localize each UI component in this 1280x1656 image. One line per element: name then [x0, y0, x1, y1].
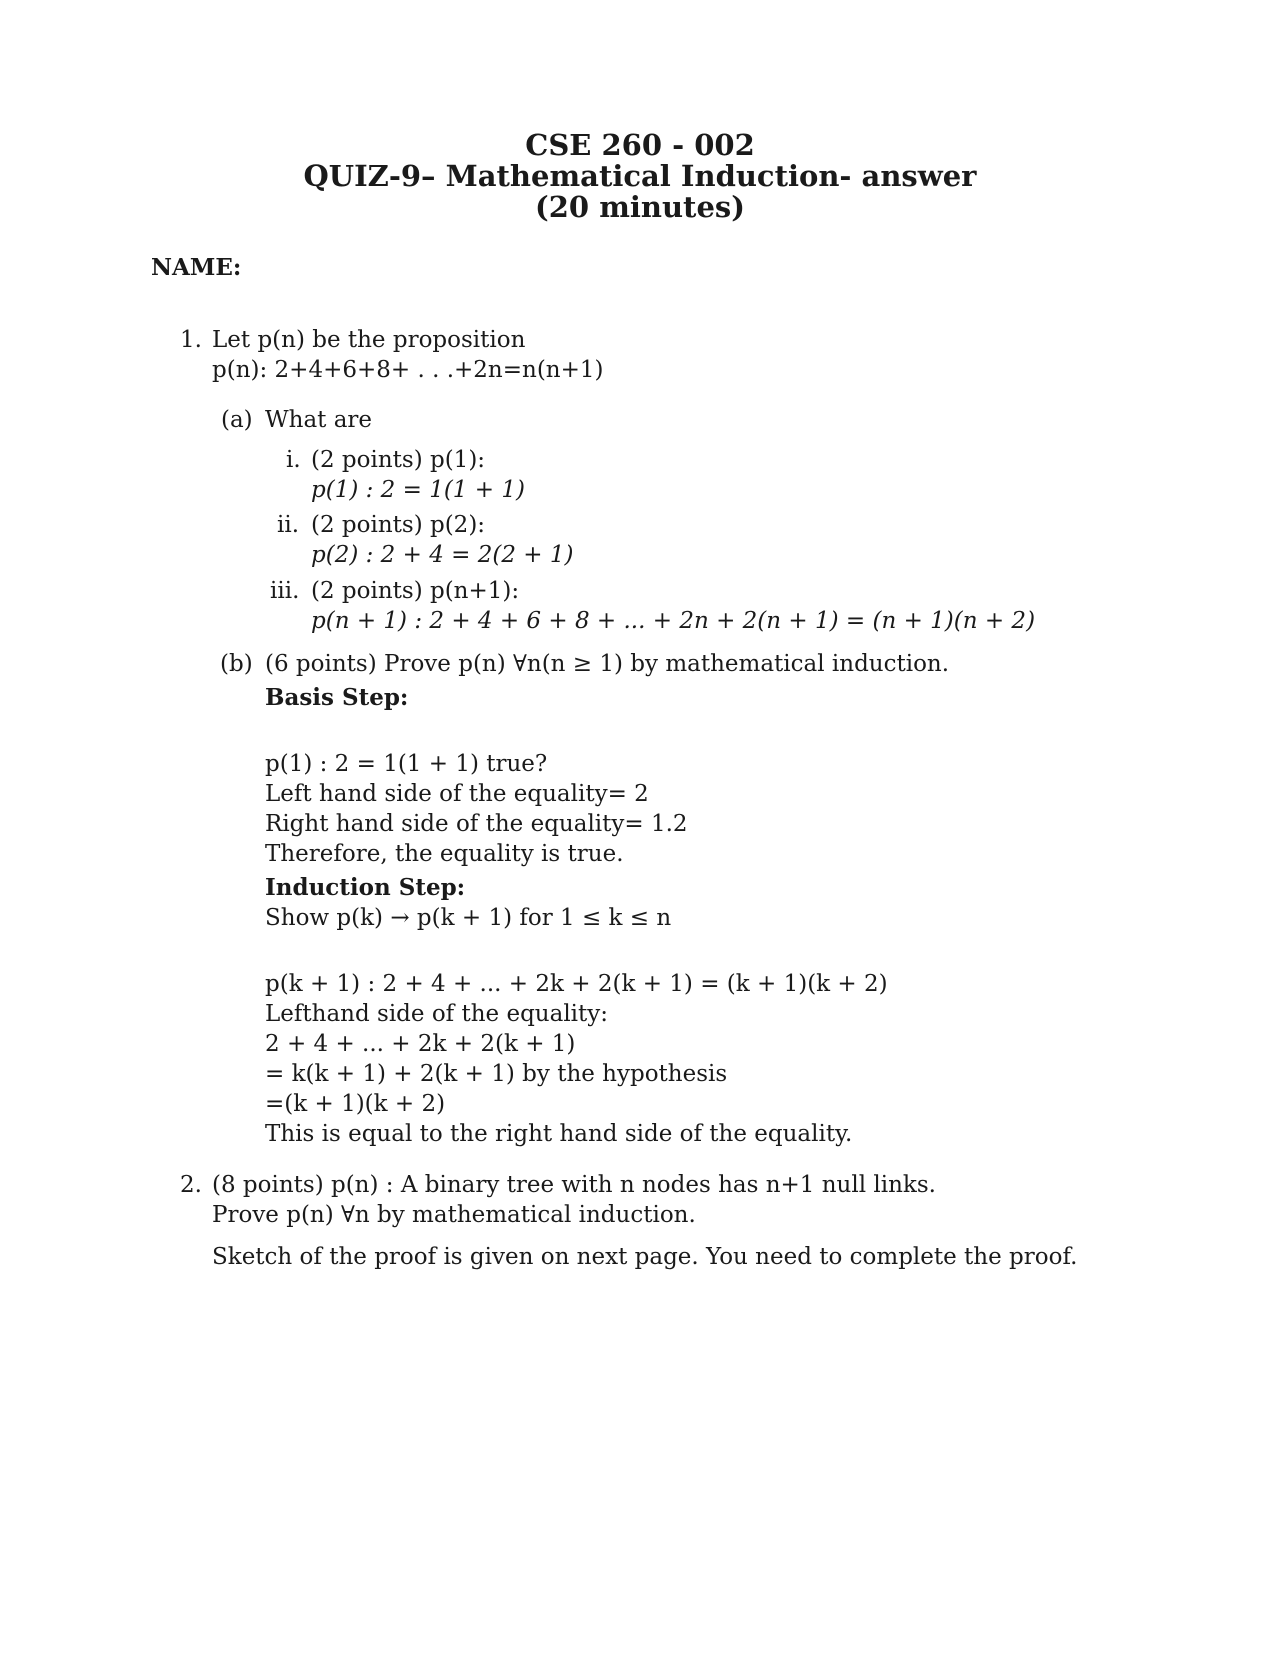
quiz-title: QUIZ-9– Mathematical Induction- answer: [303, 159, 977, 193]
q2-statement: (8 points) p(n) : A binary tree with n nodes has n+1 null links.: [212, 1172, 936, 1198]
induction-line-5: =(k + 1)(k + 2): [265, 1091, 446, 1117]
induction-line-3: 2 + 4 + ... + 2k + 2(k + 1): [265, 1031, 576, 1057]
q1a-iii-prompt: (2 points) p(n+1):: [311, 578, 520, 604]
induction-line-1: p(k + 1) : 2 + 4 + ... + 2k + 2(k + 1) = (k + 1)(k + 2): [265, 971, 888, 997]
induction-step-heading: Induction Step:: [265, 874, 466, 901]
q1-number: 1.: [180, 327, 202, 353]
q1a-i-prompt: (2 points) p(1):: [311, 447, 486, 473]
q1a-ii-answer: p(2) : 2 + 4 = 2(2 + 1): [311, 542, 574, 568]
q1a-iii-number: iii.: [270, 578, 300, 604]
quiz-duration: (20 minutes): [535, 190, 745, 224]
basis-line-4: Therefore, the equality is true.: [265, 841, 624, 867]
q1b-prompt: (6 points) Prove p(n) ∀n(n ≥ 1) by mathematical induction.: [265, 651, 950, 677]
q1-proposition: p(n): 2+4+6+8+ . . .+2n=n(n+1): [212, 357, 604, 383]
name-label: NAME:: [151, 254, 242, 281]
title-block: [0, 130, 1280, 223]
q1a-label: (a): [221, 407, 253, 433]
q2-number: 2.: [180, 1172, 202, 1198]
induction-line-2: Lefthand side of the equality:: [265, 1001, 609, 1027]
q2-prove: Prove p(n) ∀n by mathematical induction.: [212, 1202, 696, 1228]
induction-line-4: = k(k + 1) + 2(k + 1) by the hypothesis: [265, 1061, 728, 1087]
basis-step-heading: Basis Step:: [265, 684, 409, 711]
q1a-prompt: What are: [265, 407, 373, 433]
q1b-label: (b): [220, 651, 253, 677]
q1a-i-number: i.: [286, 447, 301, 473]
q1-intro: Let p(n) be the proposition: [212, 327, 526, 353]
q1a-i-answer: p(1) : 2 = 1(1 + 1): [311, 477, 525, 503]
q1a-ii-number: ii.: [277, 512, 300, 538]
q1a-iii-answer: p(n + 1) : 2 + 4 + 6 + 8 + ... + 2n + 2(n + 1) = (n + 1)(n + 2): [311, 608, 1036, 634]
basis-line-3: Right hand side of the equality= 1.2: [265, 811, 688, 837]
basis-line-2: Left hand side of the equality= 2: [265, 781, 649, 807]
course-title: CSE 260 - 002: [525, 128, 755, 162]
q1a-ii-prompt: (2 points) p(2):: [311, 512, 486, 538]
induction-line-6: This is equal to the right hand side of the equality.: [265, 1121, 853, 1147]
q2-note: Sketch of the proof is given on next page. You need to complete the proof.: [212, 1244, 1078, 1270]
induction-show: Show p(k) → p(k + 1) for 1 ≤ k ≤ n: [265, 905, 672, 931]
basis-line-1: p(1) : 2 = 1(1 + 1) true?: [265, 751, 548, 777]
